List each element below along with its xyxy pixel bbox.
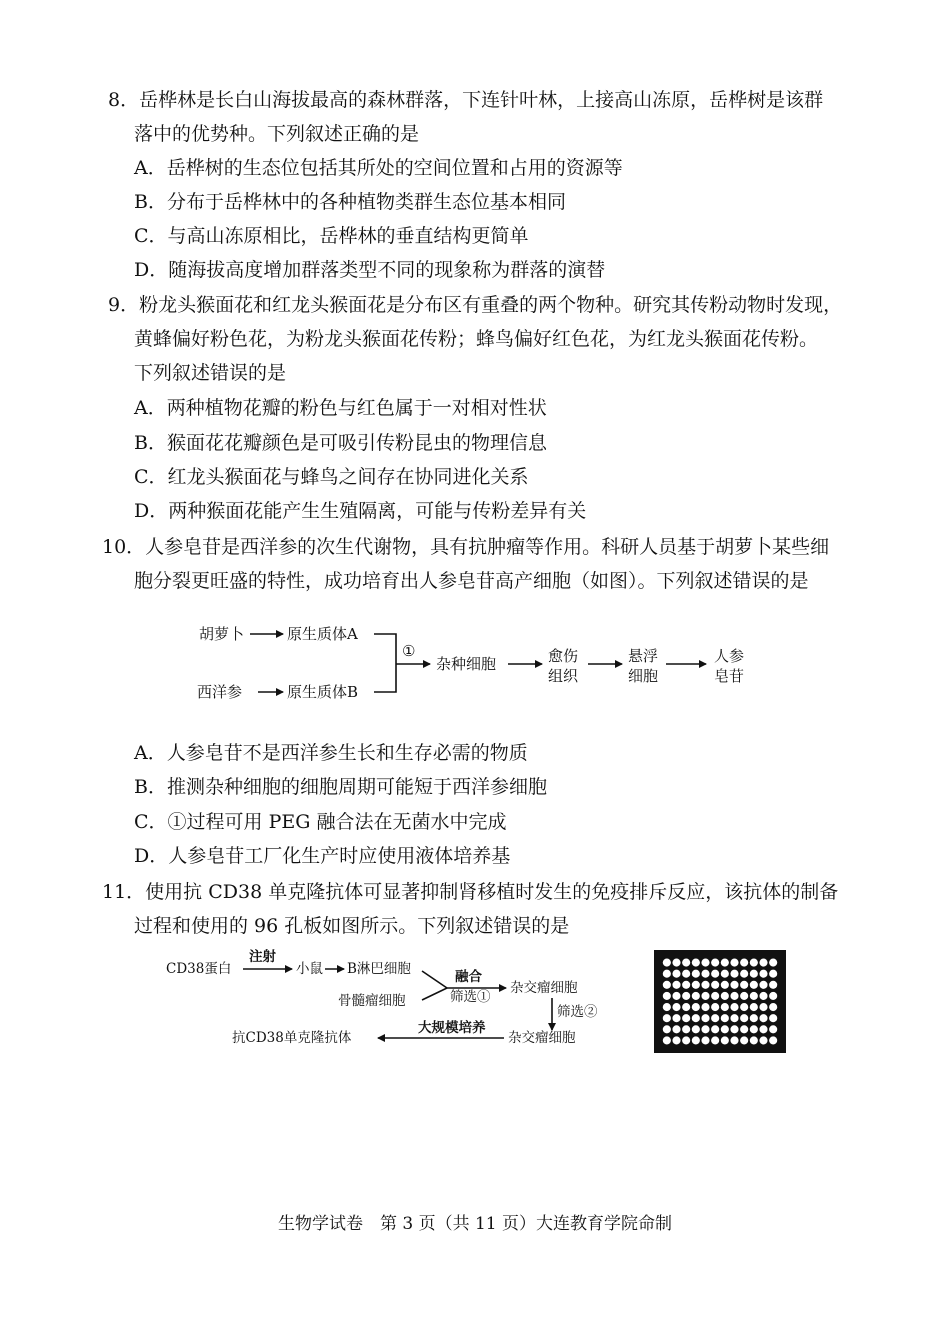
q11-stem-line-2: 过程和使用的 96 孔板如图所示。下列叙述错误的是 bbox=[134, 915, 570, 937]
q11-inject-label: 注射 bbox=[249, 949, 276, 965]
q11-antibody-label: 抗CD38单克隆抗体 bbox=[232, 1030, 352, 1046]
q8-option-b: B．分布于岳桦林中的各种植物类群生态位基本相同 bbox=[134, 191, 566, 213]
q8-stem-line-1: 8．岳桦林是长白山海拔最高的森林群落，下连针叶林，上接高山冻原，岳桦树是该群 bbox=[108, 89, 824, 111]
q11-hybridoma-label-2: 杂交瘤细胞 bbox=[508, 1030, 576, 1046]
q9-option-c: C．红龙头猴面花与蜂鸟之间存在协同进化关系 bbox=[134, 466, 529, 488]
q10-callus-label-1: 愈伤 bbox=[548, 647, 579, 665]
q10-callus-label-2: 组织 bbox=[548, 667, 579, 685]
q9-option-d: D．两种猴面花能产生生殖隔离，可能与传粉差异有关 bbox=[134, 500, 587, 522]
q11-hybridoma-label-1: 杂交瘤细胞 bbox=[510, 980, 578, 996]
q10-stem-line-2: 胞分裂更旺盛的特性，成功培育出人参皂苷高产细胞（如图）。下列叙述错误的是 bbox=[134, 570, 809, 592]
q8-option-a: A．岳桦树的生态位包括其所处的空间位置和占用的资源等 bbox=[134, 157, 623, 179]
q10-option-b: B．推测杂种细胞的细胞周期可能短于西洋参细胞 bbox=[134, 776, 547, 798]
q11-screen-2-label: 筛选② bbox=[557, 1004, 598, 1020]
q8-stem-line-2: 落中的优势种。下列叙述正确的是 bbox=[134, 123, 420, 145]
q9-stem-line-2: 黄蜂偏好粉色花，为粉龙头猴面花传粉；蜂鸟偏好红色花，为红龙头猴面花传粉。 bbox=[134, 328, 819, 350]
q10-bracket bbox=[374, 634, 396, 692]
q10-american-ginseng-label: 西洋参 bbox=[197, 683, 243, 701]
q11-myeloma-label: 骨髓瘤细胞 bbox=[338, 993, 406, 1009]
q10-suspension-label-1: 悬浮 bbox=[628, 647, 659, 665]
q10-stem-line-1: 10．人参皂苷是西洋参的次生代谢物，具有抗肿瘤等作用。科研人员基于胡萝卜某些细 bbox=[102, 536, 830, 558]
q10-protoplast-b-label: 原生质体B bbox=[287, 683, 359, 701]
q10-carrot-label: 胡萝卜 bbox=[199, 625, 245, 643]
q10-product-label-1: 人参 bbox=[714, 647, 745, 665]
q11-fusion-label: 融合 bbox=[455, 969, 482, 985]
q11-mouse-label: 小鼠 bbox=[296, 961, 323, 977]
q9-option-b: B．猴面花花瓣颜色是可吸引传粉昆虫的物理信息 bbox=[134, 432, 547, 454]
q10-option-c: C．①过程可用 PEG 融合法在无菌水中完成 bbox=[134, 811, 507, 833]
q10-protoplast-a-label: 原生质体A bbox=[287, 625, 358, 643]
q11-screen-1-label: 筛选① bbox=[450, 989, 491, 1005]
q9-stem-line-1: 9．粉龙头猴面花和红龙头猴面花是分布区有重叠的两个物种。研究其传粉动物时发现， bbox=[108, 294, 843, 316]
q10-hybrid-cell-label: 杂种细胞 bbox=[436, 655, 497, 673]
q11-line-myeloma bbox=[422, 988, 447, 1000]
q10-suspension-label-2: 细胞 bbox=[628, 667, 659, 685]
q8-option-c: C．与高山冻原相比，岳桦林的垂直结构更简单 bbox=[134, 225, 529, 247]
q10-option-a: A．人参皂苷不是西洋参生长和生存必需的物质 bbox=[134, 742, 528, 764]
q9-stem-line-3: 下列叙述错误的是 bbox=[134, 362, 287, 384]
q10-option-d: D．人参皂苷工厂化生产时应使用液体培养基 bbox=[134, 845, 511, 867]
q10-product-label-2: 皂苷 bbox=[714, 667, 745, 685]
q8-option-d: D．随海拔高度增加群落类型不同的现象称为群落的演替 bbox=[134, 259, 606, 281]
q11-b-cell-label: B淋巴细胞 bbox=[347, 961, 411, 977]
q11-line-bcell bbox=[422, 971, 447, 988]
q10-step-marker: ① bbox=[402, 642, 416, 660]
q11-stem-line-1: 11．使用抗 CD38 单克隆抗体可显著抑制肾移植时发生的免疫排斥反应，该抗体的制备 bbox=[102, 881, 839, 903]
q11-culture-label: 大规模培养 bbox=[418, 1020, 486, 1036]
page-footer: 生物学试卷 第 3 页（共 11 页）大连教育学院命制 bbox=[277, 1214, 673, 1234]
q11-protein-label: CD38蛋白 bbox=[166, 961, 232, 977]
q9-option-a: A．两种植物花瓣的粉色与红色属于一对相对性状 bbox=[134, 397, 547, 419]
